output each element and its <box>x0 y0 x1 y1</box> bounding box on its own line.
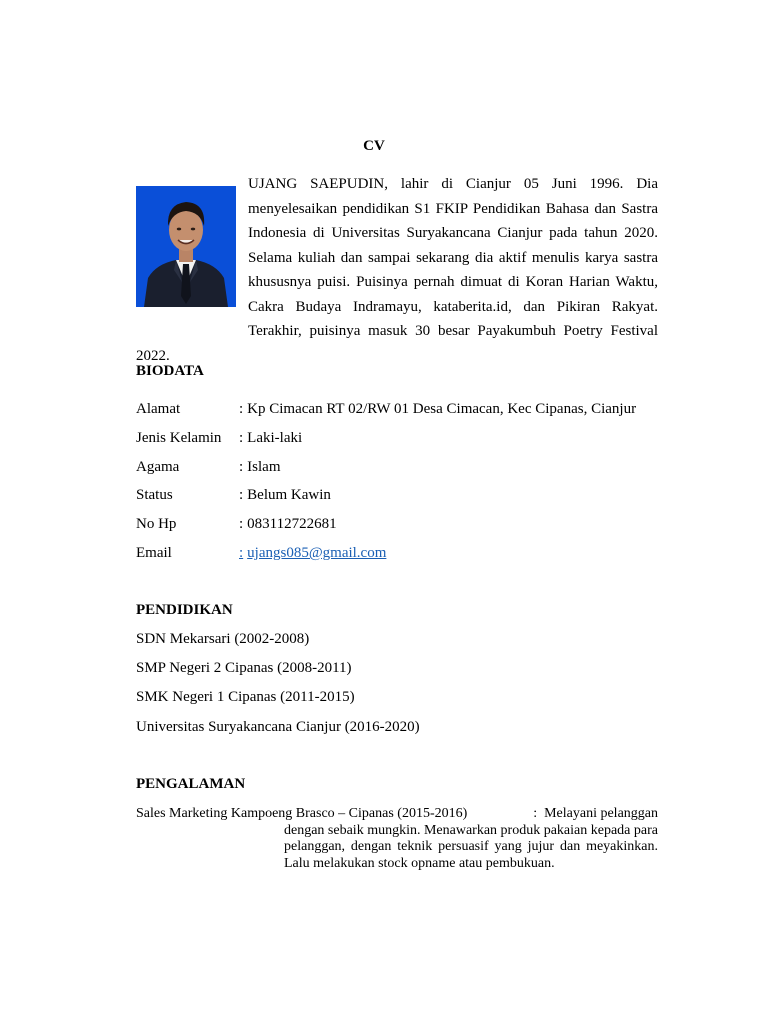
bio-row-no-hp <box>136 516 676 538</box>
bio-colon: : <box>239 459 244 475</box>
bio-row-alamat <box>136 401 676 423</box>
bio-value: Kp Cimacan RT 02/RW 01 Desa Cimacan, Kec Cipanas, Cianjur <box>247 401 637 417</box>
bio-label: Email <box>136 545 172 561</box>
document-title: CV <box>363 138 385 154</box>
job-desc-first: Melayani pelanggan <box>544 806 658 821</box>
pengalaman-heading: PENGALAMAN <box>136 776 246 792</box>
job-description: dengan sebaik mungkin. Menawarkan produk pakaian kepada para pelanggan, dengan teknik persuasif yang jujur dan meyakinkan. Lalu melakukan stock opname atau pembukuan. <box>284 822 658 871</box>
bio-label: Jenis Kelamin <box>136 430 222 446</box>
bio-value: Belum Kawin <box>247 487 331 503</box>
bio-label: Agama <box>136 459 180 475</box>
bio-colon: : <box>239 516 244 532</box>
pendidikan-heading: PENDIDIKAN <box>136 602 233 618</box>
bio-row-status <box>136 487 676 509</box>
bio-label: Alamat <box>136 401 181 417</box>
education-item: SMK Negeri 1 Cipanas (2011-2015) <box>136 689 355 705</box>
job-colon: : <box>533 806 538 821</box>
bio-colon: : <box>239 487 244 503</box>
bio-value: Laki-laki <box>247 430 303 446</box>
bio-colon: : <box>239 401 244 417</box>
bio-value: Islam <box>247 459 281 475</box>
biodata-heading: BIODATA <box>136 363 204 379</box>
job-title: Sales Marketing Kampoeng Brasco – Cipanas (2015-2016) <box>136 806 468 821</box>
bio-row-agama <box>136 459 676 481</box>
bio-colon: : <box>239 430 244 446</box>
experience-entry <box>136 806 658 872</box>
intro-text: UJANG SAEPUDIN, lahir di Cianjur 05 Juni 1996. Dia menyelesaikan pendidikan S1 FKIP Pendidikan Bahasa dan Sastra Indonesia di Universitas Suryakancana Cianjur pada tahun 2020. Selama kuliah dan sampai sekarang dia aktif menulis karya sastra khususnya puisi. Puisinya pernah dimuat di Koran Harian Waktu, Cakra Budaya Indramayu, kataberita.id, dan Pikiran Rakyat. Terakhir, puisinya masuk 30 besar Payakumbuh Poetry Festival 2022. <box>136 176 658 364</box>
email-link[interactable]: ujangs085@gmail.com <box>247 545 387 561</box>
bio-label: No Hp <box>136 516 177 532</box>
bio-value: 083112722681 <box>247 516 337 532</box>
bio-label: Status <box>136 487 173 503</box>
bio-colon: : <box>239 545 244 561</box>
intro-paragraph <box>136 172 658 368</box>
education-item: SMP Negeri 2 Cipanas (2008-2011) <box>136 660 352 676</box>
education-item: Universitas Suryakancana Cianjur (2016-2020) <box>136 719 420 735</box>
bio-row-jenis-kelamin <box>136 430 676 452</box>
education-item: SDN Mekarsari (2002-2008) <box>136 631 310 647</box>
bio-row-email <box>136 545 676 567</box>
